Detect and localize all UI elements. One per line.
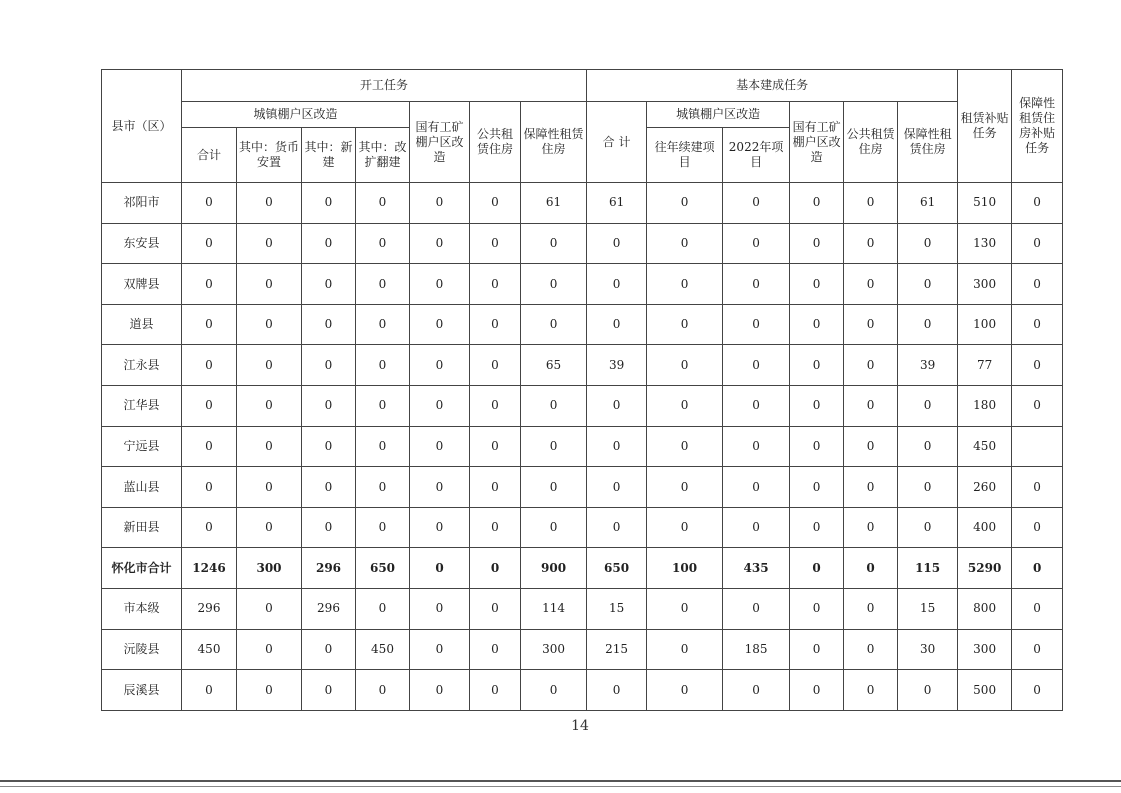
header-build-tasks: 基本建成任务 (587, 70, 958, 102)
table-cell: 39 (898, 345, 958, 386)
table-cell: 0 (790, 183, 844, 224)
table-cell: 0 (470, 589, 521, 630)
table-cell: 0 (790, 304, 844, 345)
row-county-name: 双牌县 (102, 264, 182, 305)
table-cell: 0 (723, 467, 790, 508)
table-cell: 0 (647, 589, 723, 630)
row-county-name: 东安县 (102, 223, 182, 264)
table-cell: 0 (1012, 548, 1063, 589)
table-cell: 0 (587, 223, 647, 264)
table-cell: 0 (410, 345, 470, 386)
table-cell: 296 (302, 589, 356, 630)
table-cell: 0 (521, 507, 587, 548)
bottom-rule (0, 780, 1121, 782)
table-cell: 0 (647, 670, 723, 711)
row-county-name: 江华县 (102, 386, 182, 427)
table-cell: 650 (587, 548, 647, 589)
table-cell: 0 (723, 223, 790, 264)
table-cell: 61 (587, 183, 647, 224)
table-cell: 0 (1012, 345, 1063, 386)
table-cell: 0 (587, 264, 647, 305)
table-cell: 0 (302, 670, 356, 711)
row-county-name: 市本级 (102, 589, 182, 630)
table-cell: 0 (790, 467, 844, 508)
table-cell: 0 (237, 264, 302, 305)
table-cell: 0 (723, 264, 790, 305)
table-cell: 0 (302, 467, 356, 508)
table-cell: 0 (844, 183, 898, 224)
table-cell: 130 (958, 223, 1012, 264)
header-build-total: 合 计 (587, 102, 647, 183)
header-build-public-rental: 公共租赁住房 (844, 102, 898, 183)
table-cell: 0 (1012, 467, 1063, 508)
table-cell: 0 (647, 507, 723, 548)
header-build-industrial: 国有工矿棚户区改造 (790, 102, 844, 183)
table-cell: 0 (1012, 223, 1063, 264)
table-cell: 0 (356, 223, 410, 264)
row-county-name: 江永县 (102, 345, 182, 386)
table-cell: 0 (470, 670, 521, 711)
header-affordable-subsidy: 保障性租赁住房补贴任务 (1012, 70, 1063, 183)
table-row (102, 589, 1063, 630)
table-cell: 15 (898, 589, 958, 630)
table-cell: 0 (521, 304, 587, 345)
header-start-shantytown: 城镇棚户区改造 (182, 102, 410, 128)
table-cell: 435 (723, 548, 790, 589)
table-cell: 0 (790, 223, 844, 264)
table-cell: 0 (302, 345, 356, 386)
table-cell: 0 (237, 467, 302, 508)
table-cell: 0 (356, 345, 410, 386)
table-row (102, 629, 1063, 670)
table-cell: 0 (356, 467, 410, 508)
table-cell: 5290 (958, 548, 1012, 589)
table-cell: 39 (587, 345, 647, 386)
table-body (102, 183, 1063, 711)
table-cell: 450 (182, 629, 237, 670)
table-cell: 185 (723, 629, 790, 670)
table-cell: 0 (790, 589, 844, 630)
row-county-name: 祁阳市 (102, 183, 182, 224)
table-cell: 0 (790, 548, 844, 589)
table-cell: 0 (410, 264, 470, 305)
table-cell: 0 (182, 264, 237, 305)
header-rent-subsidy: 租赁补贴任务 (958, 70, 1012, 183)
table-cell: 215 (587, 629, 647, 670)
header-start-renovate: 其中：改扩翻建 (356, 128, 410, 183)
table-cell: 0 (237, 426, 302, 467)
table-cell: 0 (844, 507, 898, 548)
table-cell: 0 (521, 426, 587, 467)
table-cell: 650 (356, 548, 410, 589)
table-row (102, 426, 1063, 467)
table-cell: 0 (647, 264, 723, 305)
page-number: 14 (571, 718, 589, 734)
table-cell: 0 (237, 629, 302, 670)
row-county-name: 沅陵县 (102, 629, 182, 670)
bottom-rule-thin (0, 786, 1121, 787)
table-cell: 0 (410, 589, 470, 630)
table-cell: 0 (587, 426, 647, 467)
table-cell: 0 (723, 345, 790, 386)
table-cell: 450 (958, 426, 1012, 467)
table-cell: 1246 (182, 548, 237, 589)
table-cell: 0 (410, 507, 470, 548)
table-row (102, 183, 1063, 224)
table-cell: 0 (237, 507, 302, 548)
table-cell: 0 (410, 629, 470, 670)
table-cell: 0 (237, 670, 302, 711)
table-cell: 0 (647, 629, 723, 670)
table-cell: 0 (302, 183, 356, 224)
row-county-name: 道县 (102, 304, 182, 345)
table-cell: 0 (182, 183, 237, 224)
table-cell: 0 (302, 304, 356, 345)
table-cell: 0 (587, 467, 647, 508)
table-cell: 0 (790, 629, 844, 670)
table-cell: 0 (356, 304, 410, 345)
header-start-total: 合计 (182, 128, 237, 183)
table-cell: 0 (356, 183, 410, 224)
table-cell: 0 (410, 467, 470, 508)
table-cell: 61 (898, 183, 958, 224)
table-cell: 0 (521, 264, 587, 305)
table-cell: 0 (1012, 264, 1063, 305)
table-cell: 100 (647, 548, 723, 589)
table-cell: 0 (898, 467, 958, 508)
housing-task-table (101, 69, 1063, 711)
header-build-affordable: 保障性租赁住房 (898, 102, 958, 183)
table-cell: 0 (723, 426, 790, 467)
table-cell: 0 (790, 345, 844, 386)
table-cell: 400 (958, 507, 1012, 548)
table-cell: 0 (844, 426, 898, 467)
table-cell: 0 (790, 386, 844, 427)
table-cell: 0 (790, 426, 844, 467)
table-cell: 0 (844, 264, 898, 305)
table-cell: 0 (302, 386, 356, 427)
table-cell: 0 (237, 589, 302, 630)
table-cell: 0 (844, 304, 898, 345)
table-row (102, 223, 1063, 264)
table-cell: 0 (844, 345, 898, 386)
table-cell: 0 (410, 183, 470, 224)
table-cell: 0 (647, 345, 723, 386)
table-row (102, 670, 1063, 711)
table-cell: 0 (1012, 386, 1063, 427)
table-cell: 0 (356, 426, 410, 467)
table-cell: 0 (182, 507, 237, 548)
table-cell: 0 (470, 223, 521, 264)
table-cell: 0 (470, 183, 521, 224)
table-cell: 296 (182, 589, 237, 630)
table-cell: 115 (898, 548, 958, 589)
table-row (102, 507, 1063, 548)
table-cell: 0 (723, 304, 790, 345)
table-cell: 0 (470, 426, 521, 467)
table-cell: 0 (470, 629, 521, 670)
row-county-name: 新田县 (102, 507, 182, 548)
table-cell: 0 (182, 345, 237, 386)
table-cell: 0 (356, 589, 410, 630)
table-cell: 0 (410, 386, 470, 427)
table-cell: 0 (898, 223, 958, 264)
header-start-new-build: 其中：新建 (302, 128, 356, 183)
table-row (102, 548, 1063, 589)
table-cell: 0 (182, 223, 237, 264)
table-cell (1012, 426, 1063, 467)
header-start-tasks: 开工任务 (182, 70, 587, 102)
table-cell: 0 (1012, 183, 1063, 224)
table-cell: 0 (237, 223, 302, 264)
table-cell: 0 (182, 304, 237, 345)
table-cell: 0 (898, 507, 958, 548)
table-cell: 260 (958, 467, 1012, 508)
table-cell: 0 (410, 304, 470, 345)
table-cell: 0 (470, 548, 521, 589)
table-cell: 0 (237, 183, 302, 224)
table-cell: 0 (410, 223, 470, 264)
table-cell: 0 (844, 629, 898, 670)
table-cell: 0 (844, 589, 898, 630)
header-start-affordable: 保障性租赁住房 (521, 102, 587, 183)
table-cell: 0 (521, 467, 587, 508)
table-cell: 0 (723, 183, 790, 224)
table-cell: 0 (410, 548, 470, 589)
table-cell: 0 (587, 670, 647, 711)
table-cell: 0 (410, 426, 470, 467)
header-start-monetary: 其中：货币安置 (237, 128, 302, 183)
table-cell: 0 (521, 223, 587, 264)
row-county-name: 怀化市合计 (102, 548, 182, 589)
table-cell: 114 (521, 589, 587, 630)
table-cell: 300 (237, 548, 302, 589)
table-cell: 0 (237, 386, 302, 427)
table-cell: 0 (587, 304, 647, 345)
table-cell: 77 (958, 345, 1012, 386)
table-cell: 300 (521, 629, 587, 670)
table-cell: 0 (790, 670, 844, 711)
table-cell: 0 (470, 304, 521, 345)
table-cell: 0 (844, 467, 898, 508)
table-cell: 500 (958, 670, 1012, 711)
table-cell: 0 (470, 507, 521, 548)
table-cell: 180 (958, 386, 1012, 427)
table-cell: 0 (790, 264, 844, 305)
table-cell: 0 (898, 386, 958, 427)
table-cell: 0 (1012, 629, 1063, 670)
table-row (102, 386, 1063, 427)
table-cell: 296 (302, 548, 356, 589)
table-cell: 0 (356, 386, 410, 427)
table-cell: 0 (302, 223, 356, 264)
header-build-2022: 2022年项目 (723, 128, 790, 183)
table-cell: 0 (302, 264, 356, 305)
table-cell: 0 (470, 345, 521, 386)
table-cell: 0 (844, 548, 898, 589)
table-cell: 0 (647, 183, 723, 224)
row-county-name: 宁远县 (102, 426, 182, 467)
row-county-name: 辰溪县 (102, 670, 182, 711)
table-cell: 0 (587, 507, 647, 548)
table-cell: 300 (958, 264, 1012, 305)
table-cell: 0 (723, 386, 790, 427)
table-cell: 0 (237, 304, 302, 345)
table-cell: 0 (470, 386, 521, 427)
table-cell: 0 (587, 386, 647, 427)
table-cell: 100 (958, 304, 1012, 345)
table-cell: 0 (410, 670, 470, 711)
table-cell: 450 (356, 629, 410, 670)
header-start-public-rental: 公共租赁住房 (470, 102, 521, 183)
table-cell: 300 (958, 629, 1012, 670)
table-cell: 0 (723, 589, 790, 630)
table-cell: 0 (844, 670, 898, 711)
table-cell: 0 (647, 386, 723, 427)
header-build-prior-years: 往年续建项目 (647, 128, 723, 183)
table-cell: 510 (958, 183, 1012, 224)
table-cell: 0 (723, 670, 790, 711)
table-cell: 0 (1012, 589, 1063, 630)
table-cell: 800 (958, 589, 1012, 630)
table-cell: 0 (647, 304, 723, 345)
table-cell: 15 (587, 589, 647, 630)
table-cell: 0 (790, 507, 844, 548)
table-cell: 61 (521, 183, 587, 224)
table-cell: 0 (898, 670, 958, 711)
table-cell: 0 (844, 386, 898, 427)
table-cell: 0 (182, 670, 237, 711)
table-row (102, 264, 1063, 305)
table-row (102, 467, 1063, 508)
table-row (102, 304, 1063, 345)
table-cell: 0 (647, 426, 723, 467)
header-county: 县市（区） (102, 70, 182, 183)
table-cell: 0 (898, 304, 958, 345)
header-start-industrial: 国有工矿棚户区改造 (410, 102, 470, 183)
table-cell: 0 (182, 426, 237, 467)
table-cell: 0 (182, 467, 237, 508)
table-cell: 900 (521, 548, 587, 589)
table-cell: 0 (723, 507, 790, 548)
table-row (102, 345, 1063, 386)
row-county-name: 蓝山县 (102, 467, 182, 508)
table-cell: 65 (521, 345, 587, 386)
table-cell: 0 (237, 345, 302, 386)
table-cell: 0 (521, 386, 587, 427)
table-cell: 0 (647, 223, 723, 264)
table-cell: 0 (182, 386, 237, 427)
table-cell: 0 (898, 426, 958, 467)
table-cell: 0 (1012, 670, 1063, 711)
table-cell: 0 (356, 264, 410, 305)
table-cell: 0 (1012, 304, 1063, 345)
table-cell: 0 (302, 426, 356, 467)
table-cell: 0 (898, 264, 958, 305)
header-build-shantytown: 城镇棚户区改造 (647, 102, 790, 128)
table-cell: 0 (356, 670, 410, 711)
table-cell: 0 (356, 507, 410, 548)
table-cell: 30 (898, 629, 958, 670)
table-cell: 0 (470, 467, 521, 508)
table-cell: 0 (521, 670, 587, 711)
table-cell: 0 (647, 467, 723, 508)
table-cell: 0 (470, 264, 521, 305)
table-cell: 0 (302, 507, 356, 548)
table-cell: 0 (1012, 507, 1063, 548)
table-cell: 0 (844, 223, 898, 264)
table-cell: 0 (302, 629, 356, 670)
